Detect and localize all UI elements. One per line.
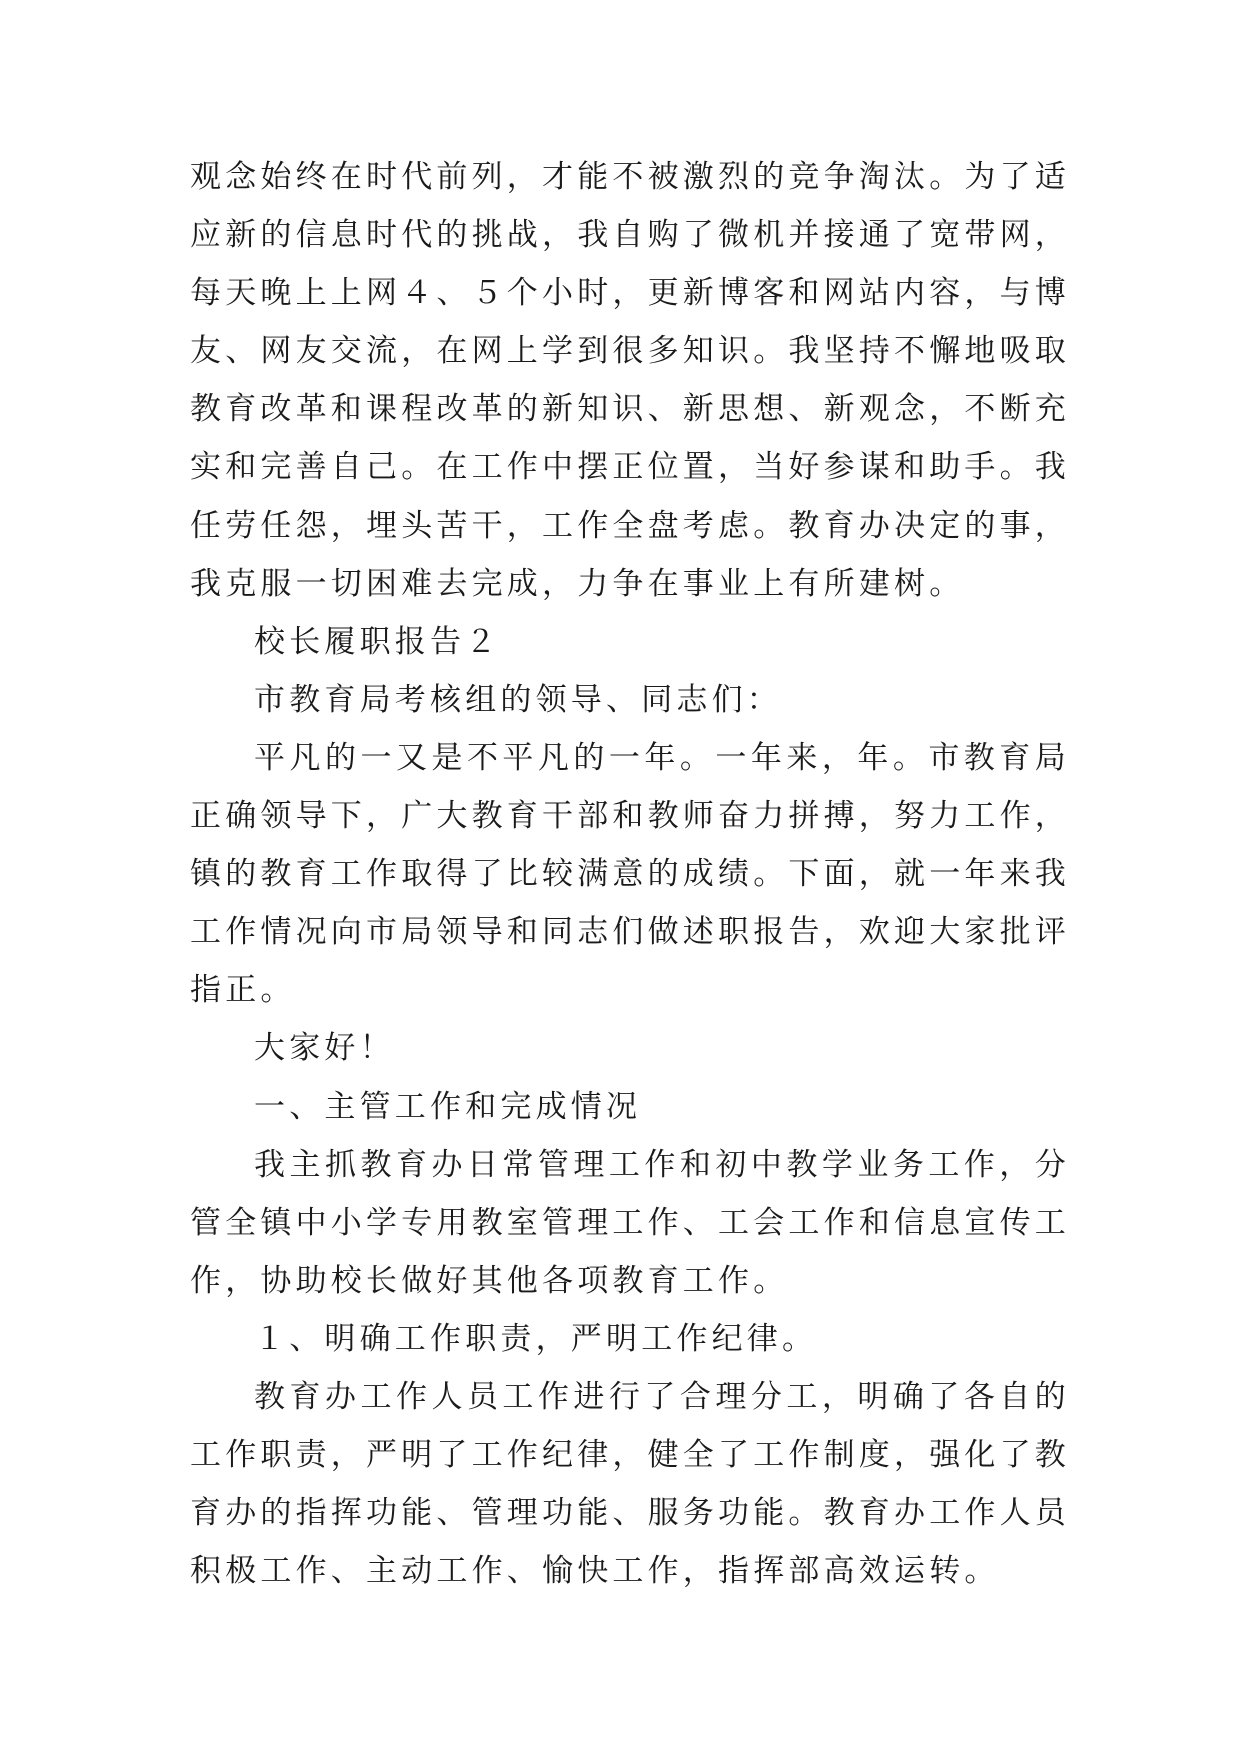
paragraph-duties: 我主抓教育办日常管理工作和初中教学业务工作，分管全镇中小学专用教室管理工作、工会工作和信息宣传工作，协助校长做好其他各项教育工作。 [190, 1146, 1070, 1299]
salutation: 市教育局考核组的领导、同志们： [254, 681, 782, 718]
greeting: 大家好！ [254, 1030, 395, 1067]
paragraph-intro: 平凡的一又是不平凡的一年。一年来，年。市教育局正确领导下，广大教育干部和教师奋力拼搏，努力工作，镇的教育工作取得了比较满意的成绩。下面，就一年来我工作情况向市局领导和同志们做述职报告，欢迎大家批评指正。 [190, 739, 1070, 1009]
paragraph-division-of-work: 教育办工作人员工作进行了合理分工，明确了各自的工作职责，严明了工作纪律，健全了工作制度，强化了教育办的指挥功能、管理功能、服务功能。教育办工作人员积极工作、主动工作、愉快工作，指挥部高效运转。 [190, 1378, 1070, 1590]
paragraph-continuation: 观念始终在时代前列，才能不被激烈的竞争淘汰。为了适应新的信息时代的挑战，我自购了微机并接通了宽带网，每天晚上上网４、５个小时，更新博客和网站内容，与博友、网友交流，在网上学到很多知识。我坚持不懈地吸取教育改革和课程改革的新知识、新思想、新观念，不断充实和完善自己。在工作中摆正位置，当好参谋和助手。我任劳任怨，埋头苦干，工作全盘考虑。教育办决定的事，我克服一切困难去完成，力争在事业上有所建树。 [190, 159, 1070, 602]
document-body [190, 148, 1070, 1600]
section-heading: 校长履职报告２ [254, 623, 501, 660]
subheading-item-1: １、明确工作职责，严明工作纪律。 [254, 1320, 818, 1357]
subheading-main-work: 一、主管工作和完成情况 [254, 1088, 642, 1125]
